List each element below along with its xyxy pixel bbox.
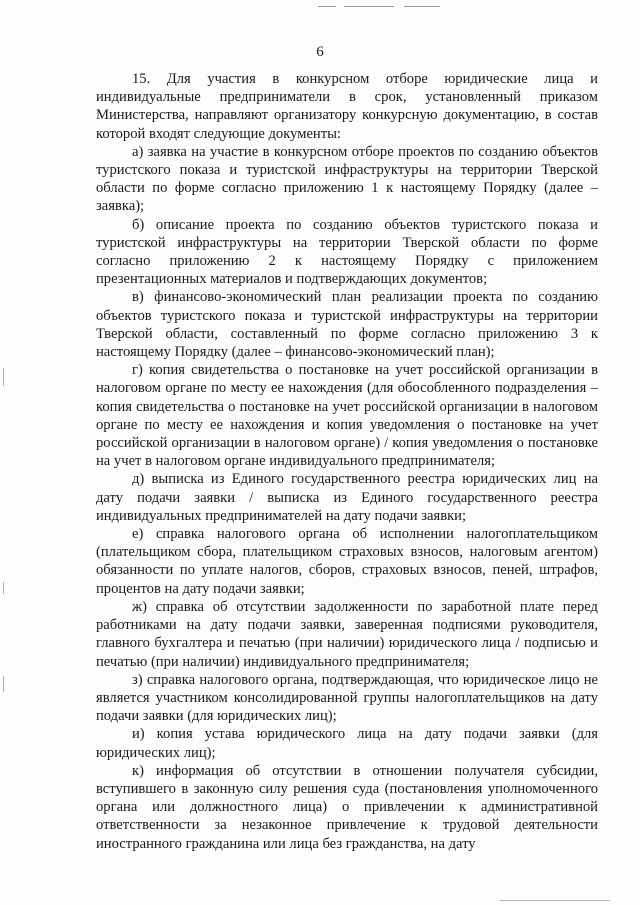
list-item-z: з) справка налогового органа, подтверждающая, что юридическое лицо не является участником консолидированной группы налогоплательщиков на дату подачи заявки (для юридических лиц); (96, 671, 598, 725)
scan-side-mark (3, 582, 4, 594)
list-item-d: д) выписка из Единого государственного реестра юридических лиц на дату подачи заявки / выписка из Единого государственного реестра индивидуальных предпринимателей на дату подачи заявки; (96, 471, 598, 524)
scan-side-mark (3, 676, 4, 692)
list-item-i: и) копия устава юридического лица на дату подачи заявки (для юридических лиц); (96, 726, 598, 761)
list-item-k: к) информация об отсутствии в отношении получателя субсидии, вступившего в законную силу решения суда (постановления уполномоченного органа или должностного лица) о привлечении к административной ответственности за незаконное привлечение к трудовой деятельности иностранного гражданина или лица без гражданства, на дату (96, 762, 598, 852)
list-item-zh: ж) справка об отсутствии задолженности по заработной плате перед работниками на дату подачи заявки, заверенная подписями руководителя, главного бухгалтера и печатью (при наличии) юридического лица / подписью и печатью (при наличии) индивидуального предпринимателя; (96, 598, 598, 670)
scan-edge-mark (318, 6, 336, 7)
list-item-b: б) описание проекта по созданию объектов туристского показа и туристской инфраструктуры на территории Тверской области по форме согласно приложению 2 к настоящему Порядку с приложением презентационных материалов и подтверждающих документов; (96, 216, 598, 288)
scan-edge-mark (404, 6, 440, 7)
paragraph-15: 15. Для участия в конкурсном отборе юридические лица и индивидуальные предприниматели в срок, установленный приказом Министерства, направляют организатору конкурсную документацию, в состав которой входят следующие документы: (96, 71, 598, 142)
list-item-a: а) заявка на участие в конкурсном отборе проектов по созданию объектов туристского показа и туристской инфраструктуры на территории Тверской области по форме согласно приложению 1 к настоящему Порядку (далее – заявка); (96, 143, 598, 215)
scan-edge-mark (344, 6, 394, 7)
page-number: 6 (316, 44, 324, 60)
document-body (96, 70, 598, 853)
list-item-e: е) справка налогового органа об исполнении налогоплательщиком (плательщиком сбора, плательщиком страховых взносов, налоговым агентом) обязанности по уплате налогов, сборов, страховых взносов, пеней, штрафов, процентов на дату подачи заявки; (96, 526, 598, 597)
scan-side-mark (3, 368, 4, 386)
scan-edge-mark (500, 900, 610, 901)
list-item-v: в) финансово-экономический план реализации проекта по созданию объектов туристского показа и туристской инфраструктуры на территории Тверской области, составленный по форме согласно приложению 3 к настоящему Порядку (далее – финансово-экономический план); (96, 289, 598, 361)
list-item-g: г) копия свидетельства о постановке на учет российской организации в налоговом органе по месту ее нахождения (для обособленного подразделения – копия свидетельства о постановке на учет российской организации в налоговом органе по месту ее нахождения и копия уведомления о постановке на учет российской организации в налоговом органе) / копия уведомления о постановке на учет в налоговом органе индивидуального предпринимателя; (96, 362, 598, 470)
